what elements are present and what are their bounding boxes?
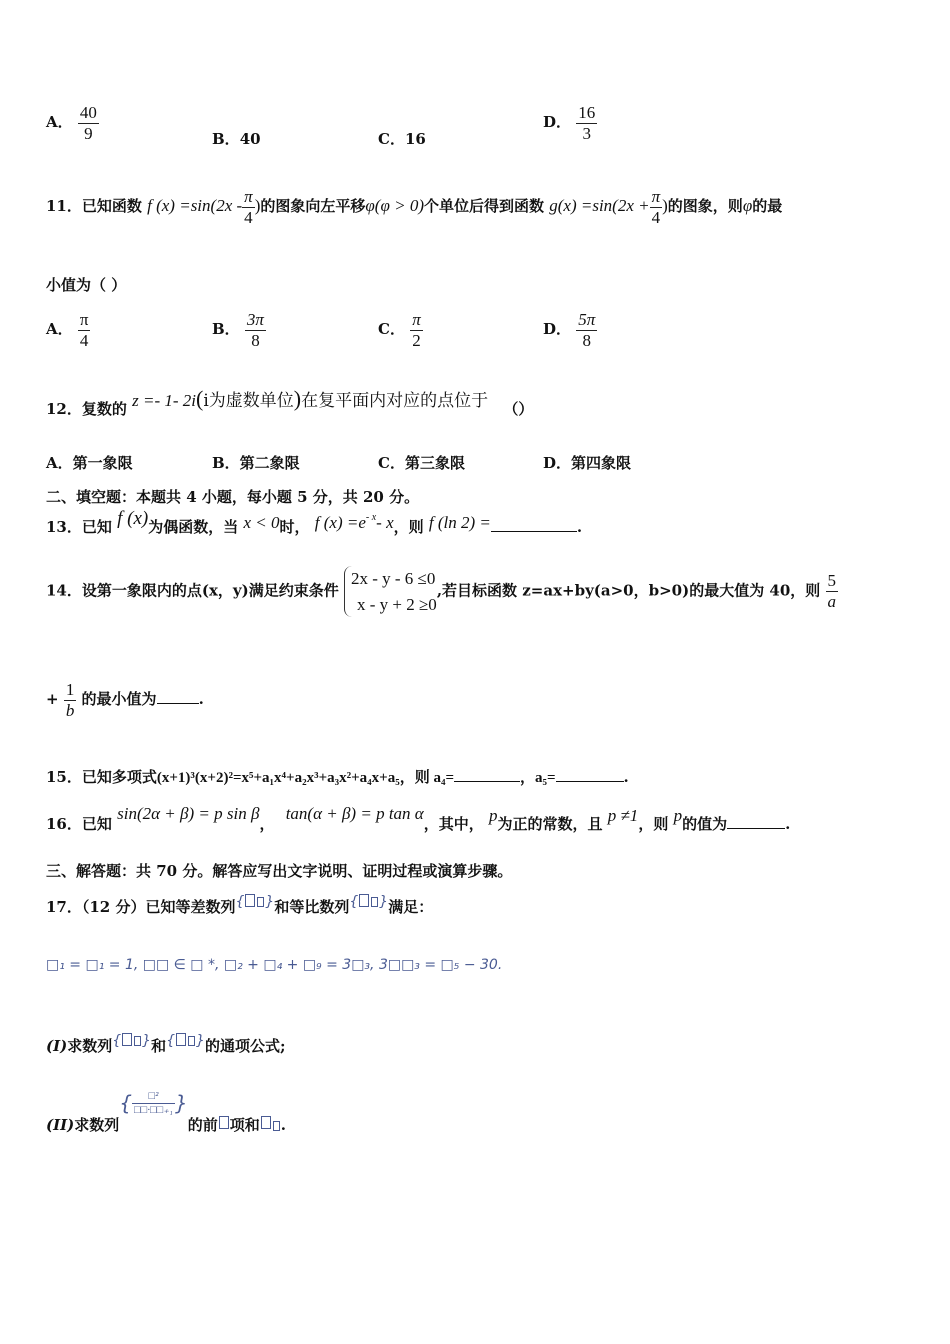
math-expr: p <box>673 806 683 825</box>
text: . <box>785 815 791 833</box>
sequence-a-symbol: { } <box>112 1033 152 1049</box>
text: （12 分）已知等差数列 <box>81 898 236 916</box>
numerator: 40 <box>79 103 97 122</box>
text: 已知多项式(x+1)³(x+2)²=x⁵+a₁x⁴+a₂x³+a₃x²+a₄x+a₅，则 a₄= <box>81 770 454 786</box>
constraint-2: x - y + 2 ≥0 <box>356 594 437 614</box>
math-note: i为虚数单位 <box>203 391 294 411</box>
text: ，则 <box>638 815 669 833</box>
text: 求数列 <box>67 1037 113 1055</box>
text: 满足： <box>388 898 434 916</box>
q15-stem <box>46 765 629 787</box>
text: 的图象，则 <box>667 197 743 216</box>
question-number: 17． <box>46 898 82 916</box>
section-heading-fill-in: 二、填空题：本题共 4 小题，每小题 5 分，共 20 分。 <box>46 488 420 506</box>
denominator: 3 <box>582 123 591 143</box>
q11-option-c <box>378 310 423 350</box>
option-letter: B． <box>212 130 240 148</box>
part-label: (II) <box>46 1116 75 1134</box>
math-expr: φ <box>742 196 753 216</box>
sequence-b-symbol: { } <box>166 1033 205 1049</box>
q12-option-a: A．第一象限 <box>46 454 133 472</box>
constraint-system <box>344 566 437 617</box>
text: 已知 <box>81 518 112 536</box>
text: 已知函数 <box>81 197 142 216</box>
text: ,若目标函数 z=ax+by(a>0，b>0)的最大值为 40，则 <box>436 581 821 600</box>
fraction <box>410 310 423 350</box>
denominator: 4 <box>651 207 661 227</box>
q17-stem <box>46 896 433 917</box>
math-expr: f (x) =sin(2x - <box>147 196 243 216</box>
q10-option-a <box>46 103 99 143</box>
math-exponent: - x <box>365 512 377 523</box>
text: 的前 <box>187 1116 218 1134</box>
placeholder-glyph <box>245 894 255 907</box>
sequence-b-symbol: { } <box>349 894 389 910</box>
placeholder-glyph <box>188 1036 195 1046</box>
text: ，其中， <box>423 815 484 833</box>
q13-stem <box>46 508 583 538</box>
denominator: □□·□□₊₁ <box>133 1103 173 1116</box>
denominator: 4 <box>79 330 89 350</box>
text: 和等比数列 <box>274 898 350 916</box>
text: . <box>198 690 204 709</box>
answer-blank[interactable] <box>556 765 624 782</box>
sequence-fraction: { $\frac{\text{□²}}{\text{□□·□□₊₁}}$ } <box>119 1090 188 1116</box>
answer-blank[interactable] <box>727 812 785 829</box>
placeholder-glyph <box>261 1116 271 1129</box>
q12-option-b: B．第二象限 <box>212 454 300 472</box>
text: . <box>576 518 583 536</box>
numerator: π <box>651 187 661 206</box>
math-expr: p ≠1 <box>607 806 639 825</box>
q12-stem <box>46 386 534 420</box>
math-expr: f (ln 2) = <box>428 513 491 532</box>
numerator: 1 <box>65 680 75 699</box>
placeholder-glyph <box>134 1036 141 1046</box>
text: 复数的 <box>81 400 127 418</box>
denominator: 4 <box>244 207 253 227</box>
q12-option-c: C．第三象限 <box>378 454 465 472</box>
q14-stem-line2 <box>46 680 204 720</box>
math-paren: ( <box>196 386 204 411</box>
placeholder-glyph <box>273 1121 280 1131</box>
fraction <box>245 310 266 350</box>
sequence-a-symbol: { } <box>235 894 275 910</box>
placeholder-glyph <box>257 897 264 907</box>
fraction <box>826 571 839 611</box>
math-expr: - x <box>376 513 394 532</box>
text: + <box>46 690 59 709</box>
option-text: 40 <box>239 130 261 148</box>
numerator: 5π <box>578 310 596 329</box>
text: ， <box>259 815 275 833</box>
q17-conditions: □₁ = □₁ = 1, □□ ∈ □ *, □₂ + □₄ + □₉ = 3□₃, 3□□₃ = □₅ − 30. <box>46 957 503 973</box>
math-expr: p <box>488 806 498 825</box>
fraction <box>576 103 597 143</box>
text: ，则 <box>393 518 424 536</box>
q10-option-c <box>378 128 426 149</box>
option-letter: B． <box>212 320 240 339</box>
text: 时， <box>279 518 310 536</box>
question-number: 14． <box>46 581 82 600</box>
text: 的最 <box>752 197 783 216</box>
text: 设第一象限内的点(x，y)满足约束条件 <box>81 581 339 600</box>
section-heading-solutions: 三、解答题：共 70 分。解答应写出文字说明、证明过程或演算步骤。 <box>46 862 513 880</box>
q11-option-b <box>212 310 266 350</box>
math-expr: z =- 1- 2i <box>132 391 197 410</box>
denominator: 8 <box>582 330 592 350</box>
q17-part2 <box>46 1090 286 1134</box>
denominator: a <box>827 592 837 611</box>
fraction <box>78 103 99 143</box>
text: 为正的常数，且 <box>497 815 603 833</box>
fraction <box>242 187 255 227</box>
option-letter: C． <box>378 320 405 339</box>
fraction <box>64 680 77 720</box>
text: 项和 <box>229 1116 260 1134</box>
text: 已知 <box>81 815 112 833</box>
question-number: 12． <box>46 400 82 418</box>
numerator: 5 <box>827 571 837 591</box>
option-letter: D． <box>543 113 572 132</box>
fraction <box>650 187 663 227</box>
question-number: 15． <box>46 768 82 786</box>
option-letter: D． <box>543 320 572 339</box>
question-number: 13． <box>46 518 82 536</box>
denominator: 2 <box>412 330 421 350</box>
math-expr: φ(φ > 0) <box>365 196 424 216</box>
math-expr: sin(2α + β) = p sin β <box>117 804 260 823</box>
q11-option-d <box>543 310 597 350</box>
text: . <box>623 768 629 786</box>
text: . <box>280 1116 286 1134</box>
text: 的最小值为 <box>81 690 157 709</box>
text: 的图象向左平移 <box>260 197 366 216</box>
q11-stem <box>46 187 782 227</box>
numerator: 16 <box>578 103 596 122</box>
math-paren: ) <box>293 386 302 411</box>
placeholder-glyph <box>176 1033 186 1046</box>
q14-stem <box>46 566 838 617</box>
numerator: π <box>244 187 253 206</box>
math-expr: g(x) =sin(2x + <box>549 196 650 216</box>
q12-option-d: D．第四象限 <box>543 454 632 472</box>
placeholder-glyph <box>371 897 378 907</box>
q17-part1 <box>46 1035 285 1056</box>
text: 的通项公式; <box>204 1037 286 1055</box>
text: 为偶函数，当 <box>148 518 239 536</box>
answer-blank[interactable] <box>157 687 199 704</box>
text: 个单位后得到函数 <box>423 197 544 216</box>
text: 在复平面内对应的点位于 <box>301 391 489 411</box>
option-letter: A． <box>46 113 73 132</box>
q10-option-d <box>543 103 597 143</box>
text: 求数列 <box>74 1116 120 1134</box>
option-text: 16 <box>404 130 426 148</box>
denominator: 8 <box>251 330 260 350</box>
placeholder-glyph <box>219 1116 229 1129</box>
numerator: 3π <box>246 310 264 329</box>
question-number: 11． <box>46 197 82 216</box>
text: ，a₅= <box>520 770 556 786</box>
part-label: (I) <box>46 1037 68 1055</box>
q11-option-a <box>46 310 90 350</box>
constraint-1: 2x - y - 6 ≤0 <box>350 569 436 588</box>
question-number: 16． <box>46 815 82 833</box>
text: 的值为 <box>682 815 728 833</box>
denominator: 9 <box>84 123 93 143</box>
placeholder-glyph <box>122 1033 132 1046</box>
fraction <box>78 310 91 350</box>
math-expr: f (x) <box>117 508 149 529</box>
numerator: π <box>412 310 421 329</box>
math-expr: ) <box>254 196 261 216</box>
math-expr: x < 0 <box>243 513 280 532</box>
fraction <box>132 1090 175 1116</box>
answer-blank[interactable] <box>491 515 577 532</box>
placeholder-glyph <box>359 894 369 907</box>
q11-stem-line2: 小值为（ ） <box>46 276 127 294</box>
numerator: π <box>79 310 89 329</box>
math-expr: ) <box>662 196 668 216</box>
q10-option-b <box>212 128 261 149</box>
option-letter: C． <box>378 130 405 148</box>
text: （） <box>503 400 534 418</box>
denominator: b <box>65 700 75 720</box>
q16-stem <box>46 804 791 834</box>
math-expr: tan(α + β) = p tan α <box>285 804 424 823</box>
numerator: □² <box>132 1090 175 1104</box>
text: 和 <box>151 1037 167 1055</box>
option-letter: A． <box>46 320 73 339</box>
math-expr: f (x) =e <box>314 513 366 532</box>
answer-blank[interactable] <box>454 765 520 782</box>
fraction <box>576 310 597 350</box>
